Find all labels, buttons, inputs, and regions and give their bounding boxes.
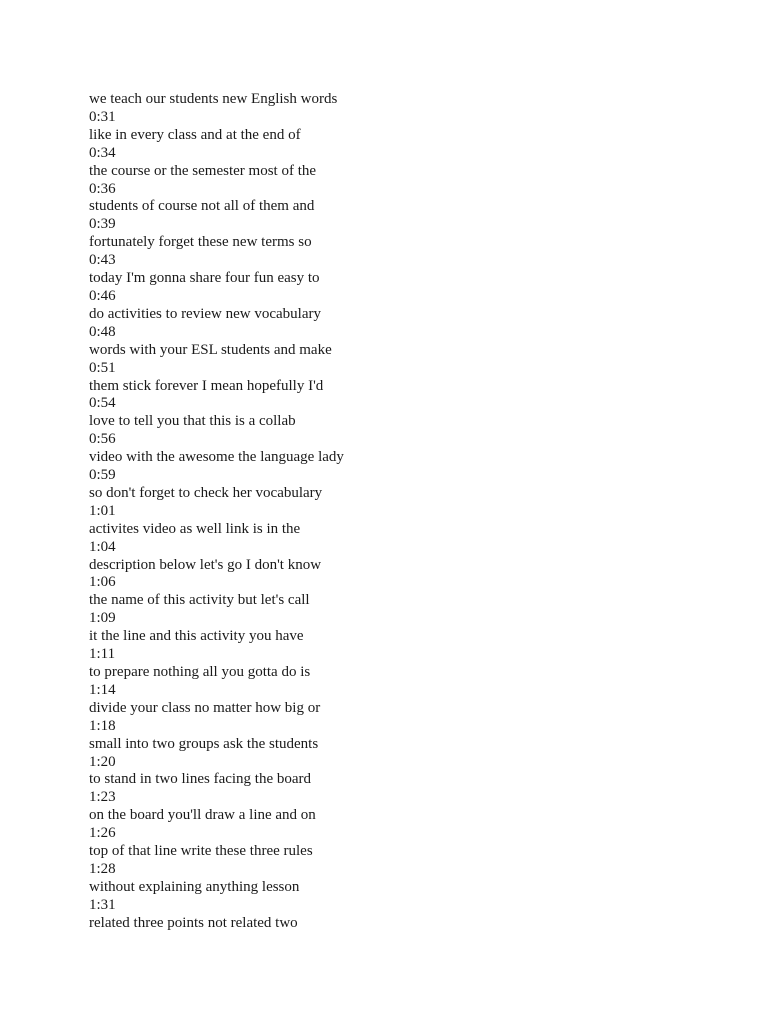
transcript-line: we teach our students new English words bbox=[89, 91, 338, 107]
transcript-line: do activities to review new vocabulary bbox=[89, 305, 322, 322]
transcript-line: today I'm gonna share four fun easy to bbox=[89, 270, 320, 287]
transcript-timestamp: 0:48 bbox=[89, 323, 116, 340]
transcript-timestamp: 1:09 bbox=[89, 610, 116, 627]
transcript-line: to stand in two lines facing the board bbox=[89, 771, 312, 788]
transcript-line: the course or the semester most of the bbox=[89, 162, 317, 179]
transcript-line: related three points not related two bbox=[89, 914, 298, 931]
transcript-text bbox=[89, 91, 344, 933]
transcript-timestamp: 1:18 bbox=[89, 717, 116, 734]
transcript-line: it the line and this activity you have bbox=[89, 628, 304, 645]
transcript-timestamp: 1:23 bbox=[89, 789, 116, 806]
transcript-line: to prepare nothing all you gotta do is bbox=[89, 664, 311, 680]
transcript-line: like in every class and at the end of bbox=[89, 126, 301, 143]
transcript-timestamp: 0:56 bbox=[89, 431, 116, 448]
transcript-timestamp: 1:31 bbox=[89, 896, 116, 913]
transcript-timestamp: 0:36 bbox=[89, 180, 116, 197]
transcript-timestamp: 0:43 bbox=[89, 252, 116, 269]
transcript-line: description below let's go I don't know bbox=[89, 556, 322, 573]
transcript-timestamp: 1:28 bbox=[89, 860, 116, 877]
transcript-line: fortunately forget these new terms so bbox=[89, 234, 312, 251]
transcript-line: them stick forever I mean hopefully I'd bbox=[89, 377, 324, 394]
transcript-timestamp: 1:14 bbox=[89, 681, 116, 698]
transcript-timestamp: 1:20 bbox=[89, 753, 116, 770]
transcript-timestamp: 1:26 bbox=[89, 825, 116, 842]
transcript-timestamp: 0:51 bbox=[89, 359, 116, 376]
transcript-line: so don't forget to check her vocabulary bbox=[89, 484, 323, 501]
transcript-line: students of course not all of them and bbox=[89, 198, 315, 215]
transcript-line: divide your class no matter how big or bbox=[89, 699, 321, 716]
transcript-timestamp: 1:11 bbox=[89, 646, 116, 663]
transcript-line: love to tell you that this is a collab bbox=[89, 413, 296, 430]
transcript-timestamp: 1:04 bbox=[89, 538, 116, 555]
transcript-timestamp: 0:34 bbox=[89, 144, 116, 161]
transcript-timestamp: 1:06 bbox=[89, 574, 116, 591]
transcript-timestamp: 0:39 bbox=[89, 216, 116, 233]
transcript-line: small into two groups ask the students bbox=[89, 735, 319, 752]
transcript-line: on the board you'll draw a line and on bbox=[89, 807, 316, 824]
transcript-timestamp: 0:59 bbox=[89, 467, 116, 484]
transcript-line: without explaining anything lesson bbox=[89, 878, 300, 895]
transcript-line: top of that line write these three rules bbox=[89, 843, 313, 860]
transcript-line: the name of this activity but let's call bbox=[89, 592, 310, 609]
transcript-line: activites video as well link is in the bbox=[89, 520, 301, 537]
transcript-line: video with the awesome the language lady bbox=[89, 449, 344, 466]
transcript-timestamp: 0:54 bbox=[89, 395, 116, 412]
transcript-line: words with your ESL students and make bbox=[89, 341, 332, 358]
transcript-timestamp: 0:31 bbox=[89, 108, 116, 125]
transcript-timestamp: 0:46 bbox=[89, 287, 116, 304]
transcript-timestamp: 1:01 bbox=[89, 502, 116, 519]
